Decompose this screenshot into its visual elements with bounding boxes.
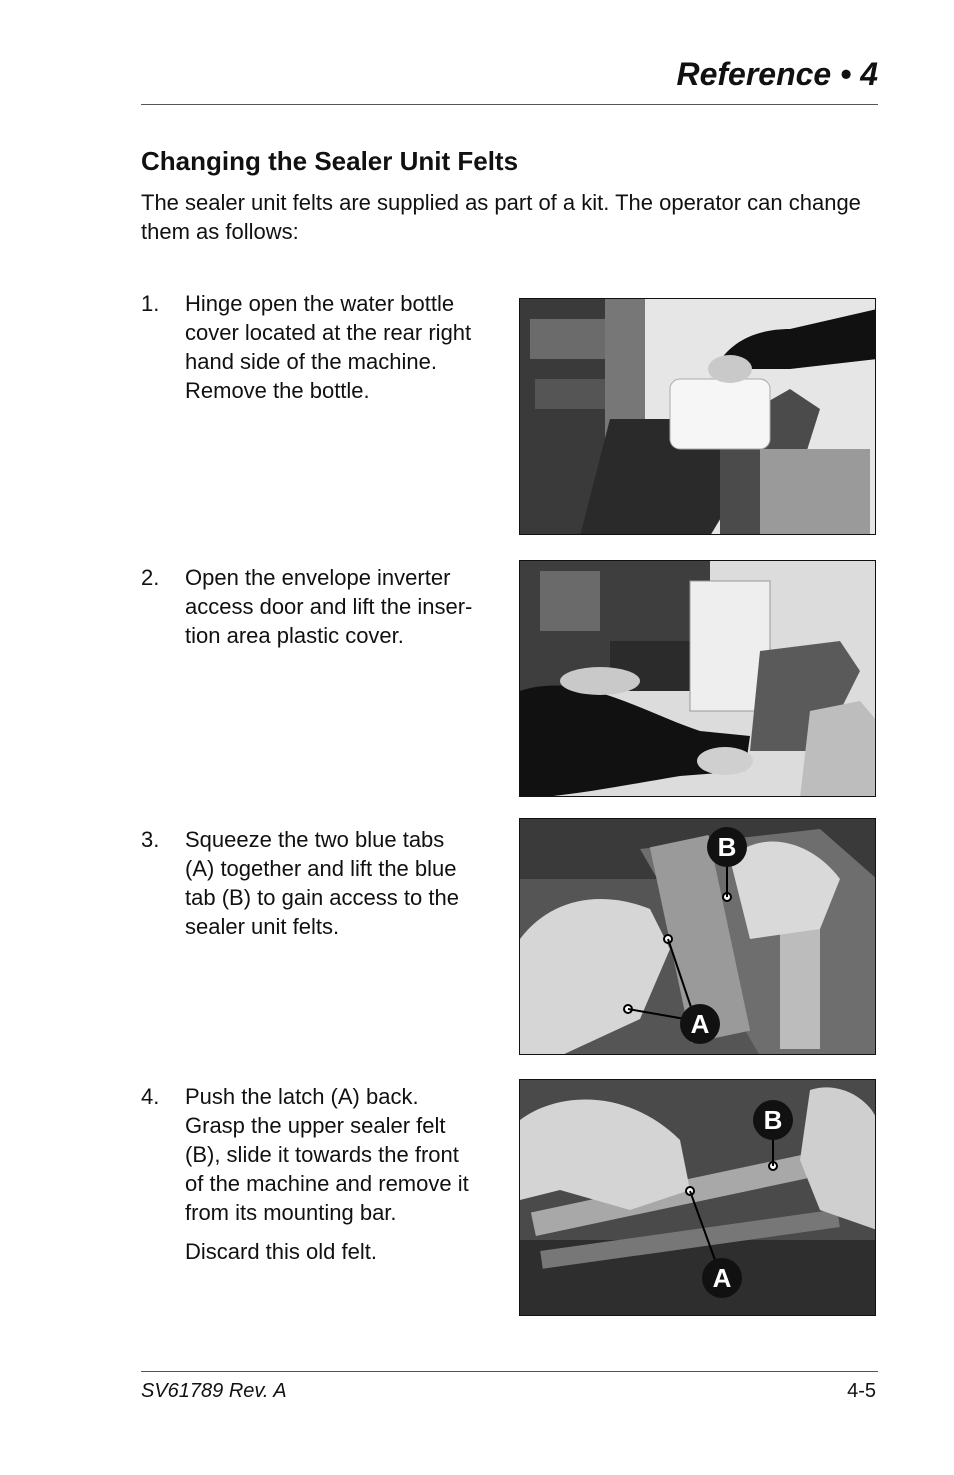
footer-rule — [141, 1371, 878, 1372]
step-2 — [141, 563, 506, 650]
step-number: 4. — [141, 1084, 160, 1109]
callout-a — [702, 1258, 742, 1298]
page-header-title: Reference • 4 — [676, 56, 878, 92]
step-text: Hinge open the water bottle cover located at the rear right hand side of the machine. Remove the bottle. — [185, 291, 472, 403]
step-1 — [141, 289, 506, 405]
footer-doc-id: SV61789 Rev. A — [141, 1380, 287, 1402]
step-text: Squeeze the two blue tabs (A) together and lift the blue tab (B) to gain access to the sealer unit felts. — [185, 827, 459, 939]
step-3 — [141, 825, 506, 941]
header-rule — [141, 104, 878, 105]
callout-b — [753, 1100, 793, 1140]
step-note: Discard this old felt. — [185, 1239, 377, 1264]
photo-water-bottle — [519, 298, 876, 535]
section-title: Changing the Sealer Unit Felts — [141, 146, 519, 176]
svg-text:A: A — [690, 1009, 710, 1039]
svg-text:A: A — [712, 1263, 732, 1293]
photo-blue-tabs — [519, 818, 876, 1055]
intro-paragraph: The sealer unit felts are supplied as part of a kit. The operator can change them as follows: — [141, 190, 861, 244]
step-number: 2. — [141, 565, 160, 590]
svg-text:B: B — [763, 1105, 783, 1135]
svg-text:B: B — [717, 832, 737, 862]
step-text: Open the envelope inverter access door and lift the inser- tion area plastic cover. — [185, 565, 473, 648]
step-number: 1. — [141, 291, 160, 316]
photo-sealer-felt — [519, 1079, 876, 1316]
callout-a — [680, 1004, 720, 1044]
footer-page-number: 4-5 — [847, 1380, 876, 1402]
step-4 — [141, 1082, 506, 1266]
callout-b — [707, 827, 747, 867]
step-number: 3. — [141, 827, 160, 852]
step-text: Push the latch (A) back. Grasp the upper sealer felt (B), slide it towards the front of the machine and remove it from its mounting bar. — [185, 1084, 469, 1225]
photo-inverter-door — [519, 560, 876, 797]
